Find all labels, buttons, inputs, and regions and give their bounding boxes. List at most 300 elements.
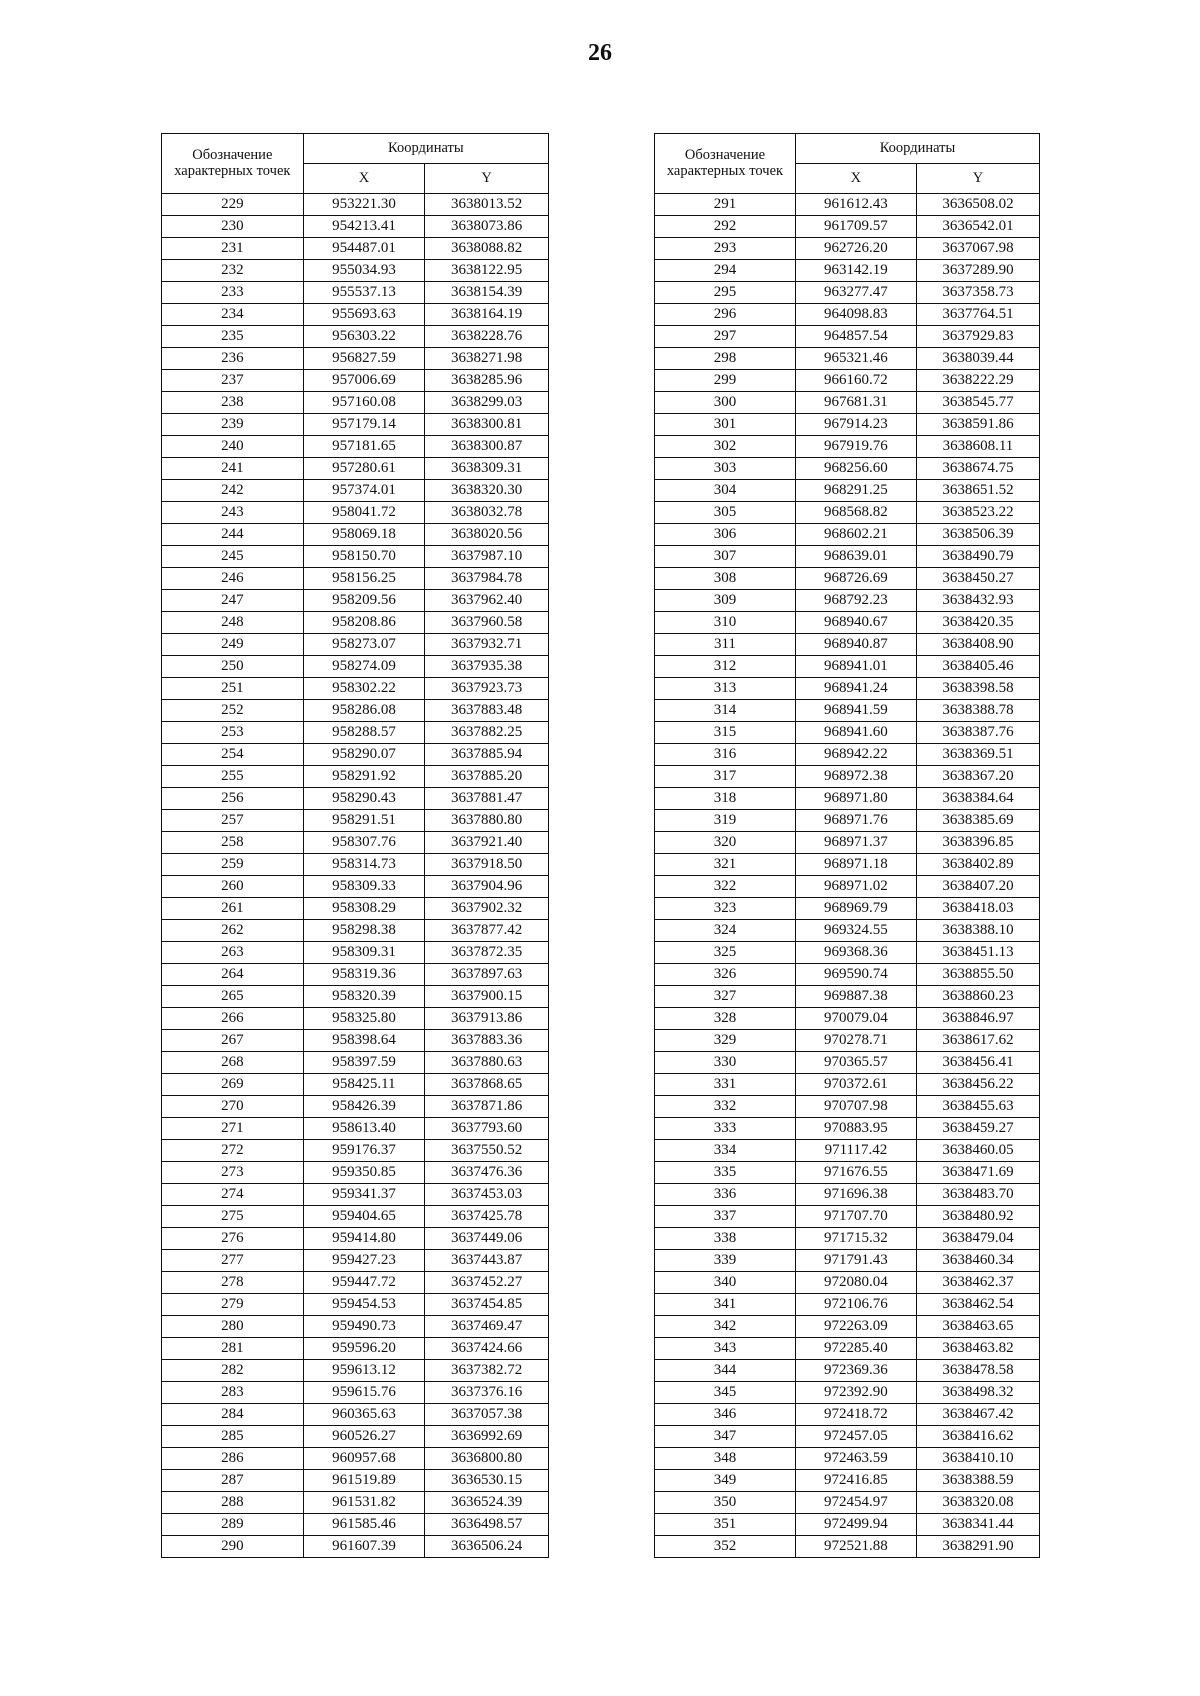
y-coordinate-cell: 3638860.23 bbox=[916, 986, 1039, 1008]
y-coordinate-cell: 3638506.39 bbox=[916, 524, 1039, 546]
point-id-cell: 241 bbox=[162, 458, 304, 480]
table-row bbox=[655, 1008, 1040, 1030]
y-coordinate-cell: 3637454.85 bbox=[425, 1294, 549, 1316]
x-coordinate-cell: 961709.57 bbox=[795, 216, 916, 238]
x-coordinate-cell: 972080.04 bbox=[795, 1272, 916, 1294]
table-row bbox=[655, 216, 1040, 238]
y-coordinate-cell: 3638846.97 bbox=[916, 1008, 1039, 1030]
table-row bbox=[655, 1140, 1040, 1162]
y-coordinate-cell: 3638320.30 bbox=[425, 480, 549, 502]
table-row bbox=[655, 1184, 1040, 1206]
table-row bbox=[655, 1360, 1040, 1382]
x-coordinate-cell: 968971.18 bbox=[795, 854, 916, 876]
x-header: X bbox=[795, 164, 916, 194]
point-id-cell: 235 bbox=[162, 326, 304, 348]
x-coordinate-cell: 972416.85 bbox=[795, 1470, 916, 1492]
point-id-cell: 325 bbox=[655, 942, 796, 964]
table-row bbox=[162, 832, 549, 854]
point-id-cell: 318 bbox=[655, 788, 796, 810]
point-id-cell: 350 bbox=[655, 1492, 796, 1514]
y-coordinate-cell: 3637913.86 bbox=[425, 1008, 549, 1030]
x-coordinate-cell: 958209.56 bbox=[303, 590, 425, 612]
table-row bbox=[655, 1338, 1040, 1360]
x-coordinate-cell: 972499.94 bbox=[795, 1514, 916, 1536]
point-id-cell: 250 bbox=[162, 656, 304, 678]
table-row bbox=[162, 876, 549, 898]
table-row bbox=[162, 238, 549, 260]
y-coordinate-cell: 3637918.50 bbox=[425, 854, 549, 876]
y-coordinate-cell: 3637880.63 bbox=[425, 1052, 549, 1074]
y-coordinate-cell: 3638402.89 bbox=[916, 854, 1039, 876]
point-id-cell: 246 bbox=[162, 568, 304, 590]
y-coordinate-cell: 3637885.94 bbox=[425, 744, 549, 766]
y-coordinate-cell: 3638450.27 bbox=[916, 568, 1039, 590]
table-row bbox=[162, 502, 549, 524]
x-coordinate-cell: 958325.80 bbox=[303, 1008, 425, 1030]
x-coordinate-cell: 959596.20 bbox=[303, 1338, 425, 1360]
point-id-cell: 352 bbox=[655, 1536, 796, 1558]
x-coordinate-cell: 968940.67 bbox=[795, 612, 916, 634]
table-row bbox=[655, 1514, 1040, 1536]
x-coordinate-cell: 956827.59 bbox=[303, 348, 425, 370]
point-id-cell: 283 bbox=[162, 1382, 304, 1404]
table-row bbox=[655, 1426, 1040, 1448]
table-row bbox=[655, 700, 1040, 722]
table-row bbox=[655, 458, 1040, 480]
x-coordinate-cell: 972454.97 bbox=[795, 1492, 916, 1514]
table-row bbox=[655, 260, 1040, 282]
x-header: X bbox=[303, 164, 425, 194]
coordinates-header: Координаты bbox=[795, 134, 1039, 164]
x-coordinate-cell: 958286.08 bbox=[303, 700, 425, 722]
y-coordinate-cell: 3638418.03 bbox=[916, 898, 1039, 920]
point-id-cell: 254 bbox=[162, 744, 304, 766]
y-coordinate-cell: 3638088.82 bbox=[425, 238, 549, 260]
point-id-cell: 341 bbox=[655, 1294, 796, 1316]
y-coordinate-cell: 3638855.50 bbox=[916, 964, 1039, 986]
point-id-cell: 273 bbox=[162, 1162, 304, 1184]
table-row bbox=[162, 1030, 549, 1052]
y-coordinate-cell: 3638384.64 bbox=[916, 788, 1039, 810]
point-id-cell: 260 bbox=[162, 876, 304, 898]
table-row bbox=[162, 216, 549, 238]
x-coordinate-cell: 968639.01 bbox=[795, 546, 916, 568]
x-coordinate-cell: 968969.79 bbox=[795, 898, 916, 920]
point-id-cell: 271 bbox=[162, 1118, 304, 1140]
table-row bbox=[162, 326, 549, 348]
point-id-cell: 242 bbox=[162, 480, 304, 502]
x-coordinate-cell: 972106.76 bbox=[795, 1294, 916, 1316]
table-row bbox=[655, 612, 1040, 634]
table-row bbox=[162, 1118, 549, 1140]
y-coordinate-cell: 3638608.11 bbox=[916, 436, 1039, 458]
x-coordinate-cell: 971791.43 bbox=[795, 1250, 916, 1272]
x-coordinate-cell: 969324.55 bbox=[795, 920, 916, 942]
x-coordinate-cell: 972457.05 bbox=[795, 1426, 916, 1448]
x-coordinate-cell: 967681.31 bbox=[795, 392, 916, 414]
point-id-cell: 319 bbox=[655, 810, 796, 832]
x-coordinate-cell: 972263.09 bbox=[795, 1316, 916, 1338]
point-id-cell: 301 bbox=[655, 414, 796, 436]
point-id-cell: 253 bbox=[162, 722, 304, 744]
x-coordinate-cell: 958290.43 bbox=[303, 788, 425, 810]
y-coordinate-cell: 3638341.44 bbox=[916, 1514, 1039, 1536]
point-id-cell: 336 bbox=[655, 1184, 796, 1206]
table-row bbox=[162, 1404, 549, 1426]
y-coordinate-cell: 3638271.98 bbox=[425, 348, 549, 370]
table-row bbox=[162, 392, 549, 414]
y-coordinate-cell: 3638498.32 bbox=[916, 1382, 1039, 1404]
point-id-cell: 259 bbox=[162, 854, 304, 876]
y-coordinate-cell: 3638467.42 bbox=[916, 1404, 1039, 1426]
x-coordinate-cell: 958319.36 bbox=[303, 964, 425, 986]
table-row bbox=[162, 1382, 549, 1404]
x-coordinate-cell: 957179.14 bbox=[303, 414, 425, 436]
point-id-cell: 351 bbox=[655, 1514, 796, 1536]
x-coordinate-cell: 957374.01 bbox=[303, 480, 425, 502]
y-coordinate-cell: 3638456.41 bbox=[916, 1052, 1039, 1074]
table-row bbox=[162, 744, 549, 766]
x-coordinate-cell: 959447.72 bbox=[303, 1272, 425, 1294]
table-row bbox=[655, 986, 1040, 1008]
point-id-cell: 288 bbox=[162, 1492, 304, 1514]
x-coordinate-cell: 958208.86 bbox=[303, 612, 425, 634]
y-coordinate-cell: 3638471.69 bbox=[916, 1162, 1039, 1184]
table-row bbox=[162, 766, 549, 788]
table-row bbox=[162, 260, 549, 282]
point-id-cell: 249 bbox=[162, 634, 304, 656]
x-coordinate-cell: 970278.71 bbox=[795, 1030, 916, 1052]
y-coordinate-cell: 3638367.20 bbox=[916, 766, 1039, 788]
y-coordinate-cell: 3638388.59 bbox=[916, 1470, 1039, 1492]
point-id-cell: 308 bbox=[655, 568, 796, 590]
x-coordinate-cell: 972463.59 bbox=[795, 1448, 916, 1470]
table-row bbox=[162, 612, 549, 634]
x-coordinate-cell: 958309.31 bbox=[303, 942, 425, 964]
y-coordinate-cell: 3637929.83 bbox=[916, 326, 1039, 348]
y-coordinate-cell: 3638674.75 bbox=[916, 458, 1039, 480]
point-id-cell: 348 bbox=[655, 1448, 796, 1470]
x-coordinate-cell: 968291.25 bbox=[795, 480, 916, 502]
point-id-cell: 230 bbox=[162, 216, 304, 238]
table-row bbox=[655, 1250, 1040, 1272]
table-row bbox=[655, 1382, 1040, 1404]
x-coordinate-cell: 968568.82 bbox=[795, 502, 916, 524]
y-coordinate-cell: 3638462.54 bbox=[916, 1294, 1039, 1316]
y-coordinate-cell: 3638420.35 bbox=[916, 612, 1039, 634]
x-coordinate-cell: 967919.76 bbox=[795, 436, 916, 458]
table-row bbox=[655, 634, 1040, 656]
y-coordinate-cell: 3637550.52 bbox=[425, 1140, 549, 1162]
point-id-cell: 342 bbox=[655, 1316, 796, 1338]
table-row bbox=[162, 1536, 549, 1558]
table-row bbox=[162, 634, 549, 656]
point-id-cell: 339 bbox=[655, 1250, 796, 1272]
y-coordinate-cell: 3638385.69 bbox=[916, 810, 1039, 832]
table-row bbox=[162, 1360, 549, 1382]
x-coordinate-cell: 967914.23 bbox=[795, 414, 916, 436]
point-id-cell: 266 bbox=[162, 1008, 304, 1030]
y-coordinate-cell: 3638398.58 bbox=[916, 678, 1039, 700]
x-coordinate-cell: 957181.65 bbox=[303, 436, 425, 458]
table-row bbox=[655, 1470, 1040, 1492]
point-id-cell: 270 bbox=[162, 1096, 304, 1118]
y-coordinate-cell: 3638154.39 bbox=[425, 282, 549, 304]
table-row bbox=[162, 1294, 549, 1316]
y-coordinate-cell: 3637880.80 bbox=[425, 810, 549, 832]
point-id-cell: 345 bbox=[655, 1382, 796, 1404]
table-row bbox=[162, 1162, 549, 1184]
table-row bbox=[655, 238, 1040, 260]
y-coordinate-cell: 3637984.78 bbox=[425, 568, 549, 590]
page-number bbox=[0, 40, 1200, 67]
x-coordinate-cell: 958150.70 bbox=[303, 546, 425, 568]
table-row bbox=[162, 942, 549, 964]
table-row bbox=[655, 920, 1040, 942]
point-id-cell: 244 bbox=[162, 524, 304, 546]
x-coordinate-cell: 971696.38 bbox=[795, 1184, 916, 1206]
x-coordinate-cell: 961519.89 bbox=[303, 1470, 425, 1492]
y-coordinate-cell: 3638039.44 bbox=[916, 348, 1039, 370]
y-coordinate-cell: 3637987.10 bbox=[425, 546, 549, 568]
x-coordinate-cell: 961531.82 bbox=[303, 1492, 425, 1514]
point-id-cell: 285 bbox=[162, 1426, 304, 1448]
y-coordinate-cell: 3637960.58 bbox=[425, 612, 549, 634]
table-row bbox=[162, 1514, 549, 1536]
table-row bbox=[655, 392, 1040, 414]
point-id-cell: 326 bbox=[655, 964, 796, 986]
y-coordinate-cell: 3638387.76 bbox=[916, 722, 1039, 744]
point-id-cell: 231 bbox=[162, 238, 304, 260]
x-coordinate-cell: 968972.38 bbox=[795, 766, 916, 788]
y-coordinate-cell: 3638451.13 bbox=[916, 942, 1039, 964]
y-coordinate-cell: 3638456.22 bbox=[916, 1074, 1039, 1096]
x-coordinate-cell: 968941.60 bbox=[795, 722, 916, 744]
y-coordinate-cell: 3638013.52 bbox=[425, 194, 549, 216]
table-row bbox=[162, 568, 549, 590]
x-coordinate-cell: 958397.59 bbox=[303, 1052, 425, 1074]
table-row bbox=[162, 194, 549, 216]
x-coordinate-cell: 965321.46 bbox=[795, 348, 916, 370]
point-id-cell: 238 bbox=[162, 392, 304, 414]
point-id-cell: 347 bbox=[655, 1426, 796, 1448]
point-id-cell: 335 bbox=[655, 1162, 796, 1184]
y-coordinate-cell: 3638320.08 bbox=[916, 1492, 1039, 1514]
point-id-cell: 257 bbox=[162, 810, 304, 832]
x-coordinate-cell: 958298.38 bbox=[303, 920, 425, 942]
y-coordinate-cell: 3638164.19 bbox=[425, 304, 549, 326]
point-id-cell: 337 bbox=[655, 1206, 796, 1228]
point-id-cell: 323 bbox=[655, 898, 796, 920]
point-id-cell: 298 bbox=[655, 348, 796, 370]
point-id-cell: 261 bbox=[162, 898, 304, 920]
y-coordinate-cell: 3638222.29 bbox=[916, 370, 1039, 392]
y-coordinate-cell: 3637882.25 bbox=[425, 722, 549, 744]
y-coordinate-cell: 3637883.36 bbox=[425, 1030, 549, 1052]
point-id-cell: 264 bbox=[162, 964, 304, 986]
x-coordinate-cell: 958274.09 bbox=[303, 656, 425, 678]
point-id-cell: 272 bbox=[162, 1140, 304, 1162]
y-coordinate-cell: 3637057.38 bbox=[425, 1404, 549, 1426]
table-row bbox=[162, 1426, 549, 1448]
point-id-cell: 236 bbox=[162, 348, 304, 370]
y-coordinate-cell: 3637962.40 bbox=[425, 590, 549, 612]
y-coordinate-cell: 3637921.40 bbox=[425, 832, 549, 854]
point-id-cell: 321 bbox=[655, 854, 796, 876]
point-id-cell: 338 bbox=[655, 1228, 796, 1250]
point-id-cell: 274 bbox=[162, 1184, 304, 1206]
point-id-cell: 239 bbox=[162, 414, 304, 436]
table-row bbox=[162, 414, 549, 436]
y-coordinate-cell: 3637469.47 bbox=[425, 1316, 549, 1338]
y-coordinate-cell: 3636992.69 bbox=[425, 1426, 549, 1448]
point-id-cell: 251 bbox=[162, 678, 304, 700]
designation-header: Обозначение характерных точек bbox=[655, 134, 796, 194]
table-row bbox=[655, 876, 1040, 898]
table-row bbox=[162, 1074, 549, 1096]
y-coordinate-cell: 3637902.32 bbox=[425, 898, 549, 920]
table-row bbox=[655, 854, 1040, 876]
point-id-cell: 269 bbox=[162, 1074, 304, 1096]
point-id-cell: 291 bbox=[655, 194, 796, 216]
y-coordinate-cell: 3638460.34 bbox=[916, 1250, 1039, 1272]
x-coordinate-cell: 968971.02 bbox=[795, 876, 916, 898]
x-coordinate-cell: 958314.73 bbox=[303, 854, 425, 876]
point-id-cell: 252 bbox=[162, 700, 304, 722]
y-coordinate-cell: 3636508.02 bbox=[916, 194, 1039, 216]
table-row bbox=[655, 348, 1040, 370]
table-row bbox=[162, 700, 549, 722]
x-coordinate-cell: 956303.22 bbox=[303, 326, 425, 348]
y-coordinate-cell: 3637871.86 bbox=[425, 1096, 549, 1118]
x-coordinate-cell: 959454.53 bbox=[303, 1294, 425, 1316]
table-row bbox=[162, 1272, 549, 1294]
x-coordinate-cell: 960365.63 bbox=[303, 1404, 425, 1426]
table-row bbox=[162, 370, 549, 392]
table-row bbox=[162, 348, 549, 370]
point-id-cell: 314 bbox=[655, 700, 796, 722]
point-id-cell: 310 bbox=[655, 612, 796, 634]
x-coordinate-cell: 968940.87 bbox=[795, 634, 916, 656]
y-coordinate-cell: 3637067.98 bbox=[916, 238, 1039, 260]
table-row bbox=[162, 1052, 549, 1074]
y-coordinate-cell: 3637453.03 bbox=[425, 1184, 549, 1206]
point-id-cell: 328 bbox=[655, 1008, 796, 1030]
table-row bbox=[162, 524, 549, 546]
y-coordinate-cell: 3637885.20 bbox=[425, 766, 549, 788]
x-coordinate-cell: 954487.01 bbox=[303, 238, 425, 260]
table-row bbox=[655, 414, 1040, 436]
table-row bbox=[162, 1096, 549, 1118]
x-coordinate-cell: 957280.61 bbox=[303, 458, 425, 480]
x-coordinate-cell: 958308.29 bbox=[303, 898, 425, 920]
x-coordinate-cell: 959414.80 bbox=[303, 1228, 425, 1250]
point-id-cell: 292 bbox=[655, 216, 796, 238]
y-coordinate-cell: 3638462.37 bbox=[916, 1272, 1039, 1294]
point-id-cell: 255 bbox=[162, 766, 304, 788]
point-id-cell: 263 bbox=[162, 942, 304, 964]
x-coordinate-cell: 970883.95 bbox=[795, 1118, 916, 1140]
table-row bbox=[655, 678, 1040, 700]
point-id-cell: 281 bbox=[162, 1338, 304, 1360]
table-row bbox=[655, 766, 1040, 788]
table-row bbox=[162, 1140, 549, 1162]
x-coordinate-cell: 971715.32 bbox=[795, 1228, 916, 1250]
y-coordinate-cell: 3638073.86 bbox=[425, 216, 549, 238]
point-id-cell: 289 bbox=[162, 1514, 304, 1536]
point-id-cell: 279 bbox=[162, 1294, 304, 1316]
y-coordinate-cell: 3638410.10 bbox=[916, 1448, 1039, 1470]
table-row bbox=[655, 304, 1040, 326]
y-coordinate-cell: 3638299.03 bbox=[425, 392, 549, 414]
x-coordinate-cell: 957160.08 bbox=[303, 392, 425, 414]
y-coordinate-cell: 3638291.90 bbox=[916, 1536, 1039, 1558]
y-coordinate-cell: 3638388.10 bbox=[916, 920, 1039, 942]
y-coordinate-cell: 3637289.90 bbox=[916, 260, 1039, 282]
table-row bbox=[655, 326, 1040, 348]
table-row bbox=[655, 810, 1040, 832]
table-row bbox=[655, 502, 1040, 524]
x-coordinate-cell: 968941.59 bbox=[795, 700, 916, 722]
x-coordinate-cell: 955693.63 bbox=[303, 304, 425, 326]
point-id-cell: 245 bbox=[162, 546, 304, 568]
point-id-cell: 344 bbox=[655, 1360, 796, 1382]
x-coordinate-cell: 966160.72 bbox=[795, 370, 916, 392]
y-coordinate-cell: 3638480.92 bbox=[916, 1206, 1039, 1228]
x-coordinate-cell: 972418.72 bbox=[795, 1404, 916, 1426]
y-coordinate-cell: 3637449.06 bbox=[425, 1228, 549, 1250]
point-id-cell: 324 bbox=[655, 920, 796, 942]
table-row bbox=[655, 942, 1040, 964]
table-row bbox=[162, 1184, 549, 1206]
table-row bbox=[655, 524, 1040, 546]
table-row bbox=[162, 722, 549, 744]
table-row bbox=[162, 590, 549, 612]
x-coordinate-cell: 970079.04 bbox=[795, 1008, 916, 1030]
point-id-cell: 304 bbox=[655, 480, 796, 502]
x-coordinate-cell: 958069.18 bbox=[303, 524, 425, 546]
table-row bbox=[655, 744, 1040, 766]
coordinates-header: Координаты bbox=[303, 134, 548, 164]
y-coordinate-cell: 3637900.15 bbox=[425, 986, 549, 1008]
table-row bbox=[162, 304, 549, 326]
table-row bbox=[655, 194, 1040, 216]
x-coordinate-cell: 959350.85 bbox=[303, 1162, 425, 1184]
table-row bbox=[655, 1162, 1040, 1184]
point-id-cell: 315 bbox=[655, 722, 796, 744]
point-id-cell: 278 bbox=[162, 1272, 304, 1294]
point-id-cell: 316 bbox=[655, 744, 796, 766]
point-id-cell: 284 bbox=[162, 1404, 304, 1426]
table-row bbox=[655, 546, 1040, 568]
y-header: Y bbox=[425, 164, 549, 194]
y-coordinate-cell: 3638369.51 bbox=[916, 744, 1039, 766]
x-coordinate-cell: 971707.70 bbox=[795, 1206, 916, 1228]
point-id-cell: 311 bbox=[655, 634, 796, 656]
coordinates-table-left bbox=[161, 133, 549, 1558]
y-coordinate-cell: 3638020.56 bbox=[425, 524, 549, 546]
x-coordinate-cell: 959404.65 bbox=[303, 1206, 425, 1228]
table-row bbox=[162, 1228, 549, 1250]
table-row bbox=[655, 1294, 1040, 1316]
x-coordinate-cell: 964098.83 bbox=[795, 304, 916, 326]
y-coordinate-cell: 3637877.42 bbox=[425, 920, 549, 942]
x-coordinate-cell: 953221.30 bbox=[303, 194, 425, 216]
x-coordinate-cell: 960526.27 bbox=[303, 1426, 425, 1448]
x-coordinate-cell: 958398.64 bbox=[303, 1030, 425, 1052]
point-id-cell: 331 bbox=[655, 1074, 796, 1096]
point-id-cell: 287 bbox=[162, 1470, 304, 1492]
